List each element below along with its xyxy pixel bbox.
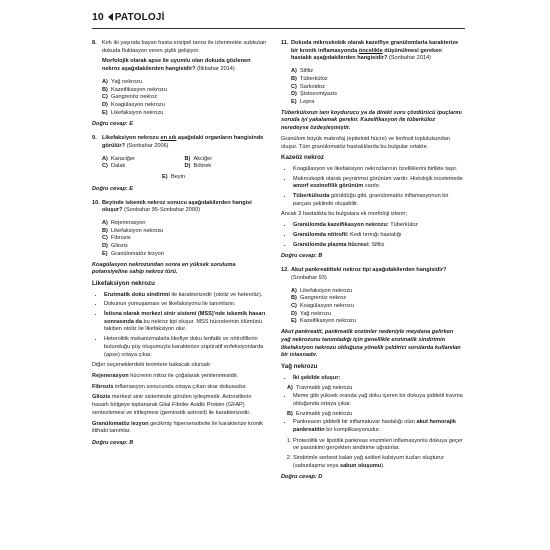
option: D) Yağ nekrozu — [291, 310, 331, 317]
option: A) Rejenerasyon — [102, 219, 146, 226]
list-item: • İki şekilde oluşur: — [293, 375, 464, 383]
options-list — [102, 220, 267, 259]
option: C) Dalak — [102, 163, 126, 170]
left-column — [92, 40, 267, 454]
list-item: 2. Sindirimle serbest kalan yağ asitleri kalsiyum tuzları oluşturur (sabunlaşma veya sabun oluşumu). — [293, 455, 464, 470]
option: A) Yağ nekrozu — [102, 78, 142, 85]
question-prompt: Morfolojik olarak apse ile uyumlu olan dokuda gözlenen nekroz aşağıdakilerden hangisidir? — [102, 58, 251, 73]
option: E) Granülomatöz lezyon — [102, 250, 164, 257]
subheading: Likefaksiyon nekrozu — [92, 279, 155, 287]
option: E) Kazeifikasyon nekrozu — [291, 318, 356, 325]
option: D) Böbrek — [184, 163, 212, 170]
list-item: • Makroskopik olarak peynirimsi görünüm vardır. Histolojik incelemede amorf eozinofilik görünüm vardır. — [293, 176, 464, 191]
emphasis-underline: öncelikle — [358, 47, 383, 54]
list-item: • Tüberkülozda görüldüğü gibi, granülomatöz inflamasyonun bir parçası şeklinde oluşabilir. — [293, 193, 464, 208]
right-column — [281, 40, 464, 488]
option: A) Karaciğer — [102, 155, 135, 162]
option: B) Likefaksiyon nekrozu — [102, 227, 164, 234]
list-item: • Koagülasyon ve likefaksiyon nekrozlarının özelliklerini birlikte taşır. — [293, 166, 464, 174]
emphasis-underline: en sık — [160, 135, 177, 142]
options-list — [291, 68, 464, 107]
explanation-note: Tüberkülozun tanı koydurucu ya da direkt soru çözdürücü ipuçlarını soruda iyi yakalamak gerekir. Kazeifikasyon ile tüberküloz neredeyse özdeşleşmiştir. — [281, 109, 462, 132]
bullet-list — [281, 393, 464, 408]
correct-answer: Doğru cevap: E — [92, 121, 134, 128]
subheading: Kazeöz nekroz — [281, 154, 324, 162]
correct-answer: Doğru cevap: B — [92, 440, 134, 447]
option: A) Likefaksiyon nekrozu — [291, 287, 353, 294]
list-item: 1. Proteolitik ve lipolitik pankreas enzimleri inflamasyonlu dokuya geçer ve parankimi gerçekten sindirime uğratırlar. — [293, 438, 464, 453]
option: B) Gangrenöz nekroz — [291, 295, 347, 302]
question-number: 12. — [281, 267, 289, 274]
bullet-list — [281, 222, 464, 249]
header-rule — [92, 28, 465, 29]
correct-answer: Doğru cevap: E — [92, 185, 134, 192]
list-item: • Pankreasın şiddetli bir inflamatuvar hastalığı olan akut hemorajik pankreatitin bir komplikasyonudur. — [293, 419, 464, 434]
section-title: PATOLOJİ — [114, 11, 165, 23]
bullet-list — [281, 419, 464, 434]
triangle-left-icon — [108, 13, 113, 21]
bullet-list — [281, 375, 464, 383]
option: D) Koagülasyon nekrozu — [102, 102, 165, 109]
question-10 — [92, 200, 267, 218]
option: A) Sifiliz — [291, 68, 314, 75]
option: E) Likefaksiyon nekrozu — [102, 109, 164, 116]
explanation-note: Akut pankreatit, pankreatik enzimler nedeniyle meydana gelirken yağ nekrozunu tanımladığı için genellikle enzimatik sindirimin likefaksiyon nekrozu olduğuna yönelik çeldirici sorularda kullanılan bir istasnadır. — [281, 329, 461, 359]
options-grid — [102, 156, 267, 171]
option: B) Akciğer — [184, 155, 213, 162]
option: B) Tüberküloz — [291, 75, 328, 82]
question-stem: Kırk iki yaşında bayan hasta erizipel tanısı ile izlenmekte subkutan dokuda fluktasyon veren şişlik gelişiyor. — [102, 40, 267, 54]
bullet-list — [281, 166, 464, 209]
definition: Gliozis merkezi sinir sisteminde görülen iyileşmedir. Astrositlerin hasarlı bölgeye toplanarak Glial Fibriler Asidik Protein (GFAP) sentezlemesi ve iritleşmesi (gemiostik astrosit) ile karakterizedir. — [92, 394, 252, 416]
question-source: (Sonbahar 93) — [291, 274, 327, 281]
list-item: • Granülomda nötrofil: Kedi tırmığı hastalığı — [293, 232, 464, 240]
type-item: A) Travmatik yağ nekrozu — [287, 385, 353, 392]
correct-answer: Doğru cevap: D — [281, 474, 323, 481]
definition: Granülomatöz lezyon gecikmiş hipersensitivite ile karakterize kronik iltihabi tanımlar. — [92, 420, 263, 435]
list-item: • Meme gibi yüksek oranda yağ doku içeren bir dokuya şiddetli travma olduğunda ortaya çıkar. — [293, 393, 464, 408]
correct-answer: Doğru cevap: B — [281, 253, 323, 260]
type-item: B) Enzimatik yağ nekrozu — [287, 411, 353, 418]
option: C) Fibrozis — [102, 235, 131, 242]
option: B) Kazeifikasyon nekrozu — [102, 86, 167, 93]
option: C) Gangrenöz nekroz — [102, 94, 158, 101]
question-source: (Sonbahar 95-Sonbahar 2000) — [124, 207, 200, 214]
list-item: • Granülomda kazeifikasyon nekrozu: Tüberküloz — [293, 222, 464, 230]
bullet-list — [92, 292, 267, 360]
subheading: Yağ nekrozu — [281, 362, 318, 370]
option: E) Lepra — [291, 99, 315, 106]
explanation-note: Koagülasyon nekrozundan sonra en yüksek soruluma potansiyeline sahip nekroz türü. — [92, 261, 236, 276]
question-number: 10. — [92, 199, 100, 206]
paragraph: Ancak 3 hastalıkta bu bulgulara ek morfoloji izlenir; — [281, 211, 407, 218]
option: D) Şistozomiyazis — [291, 91, 337, 98]
option: C) Koagülasyon nekrozu — [291, 302, 354, 309]
list-item: • Enzimatik doku sindirimi ile karakterizedir (otoliz ve heteroliz). — [104, 292, 267, 300]
question-source: (Sonbahar 2006) — [126, 142, 169, 149]
option: C) Sarkoidoz — [291, 83, 325, 90]
definition: Rejenerasyon hücrenin mitoz ile çoğalarak yenilenmesidir. — [92, 372, 239, 379]
list-item: • Heterolitik mekanizmalarla likefiye doku lenfatik ve nötrofillerin bulunduğu püy oluşumuyla karakterize süpüratif enfeksiyonlarda (apse) ortaya çıkar. — [104, 336, 267, 359]
list-item: • Granülomda plazma hücresi: Sifiliz — [293, 242, 464, 250]
question-source: (İlkbahar 2014) — [197, 66, 235, 73]
numbered-list — [281, 438, 464, 471]
question-source: (Sonbahar 2014) — [388, 55, 431, 62]
paragraph: Diğer seçeneklerdeki terimlere bakacak olursak: — [92, 362, 212, 369]
question-number: 11. — [281, 40, 289, 46]
list-item: • Dokunun yumuşaması ve likefaksiyonu ile tanımlanır. — [104, 301, 267, 309]
definition: Fibrozis inflamasyon sonucunda ortaya çıkan skar dokusudur. — [92, 383, 247, 390]
options-list — [102, 79, 267, 118]
question-number: 9. — [92, 135, 97, 142]
list-item: • İstisna olarak merkezi sinir sistemi (MSS)'nde iskemik hasarı sonrasında da bu nekroz tipi oluşur. MSS hücrelerinin ölümünü takiben otoliz ile likefaksiyon olur. — [104, 311, 267, 334]
question-number: 8. — [92, 40, 97, 46]
question-12 — [281, 267, 464, 285]
page-number: 10 — [92, 11, 104, 23]
question-8 — [92, 40, 267, 77]
options-list — [291, 288, 464, 327]
question-9: 9. Likefaksiyon nekrozu en sık aşağıdaki organların hangisinde görülür? (Sonbahar 2006) — [92, 135, 267, 153]
paragraph: Granülom büyük makrofaj (epiteloid hücre) ve lenfosit toplulukundan oluşur. Tüm granülomatöz hastalıklarda bu bulgular ortaktır. — [281, 135, 450, 150]
question-prompt: Beyinde iskemik nekroz sonucu aşağıdakilerden hangisi oluşur? — [102, 199, 252, 214]
option: E) Beyin — [162, 174, 185, 181]
page-header — [92, 7, 472, 27]
option: D) Gliozis — [102, 243, 128, 250]
question-11: 11. Dokuda mikroskobik olarak kazeifiye granülomlarla karakterize bir kronik inflamasyonda öncelikle düşünülmesi gereken hastalık aşağıdakilerden hangisidir? (Sonbahar 2014) — [281, 40, 464, 66]
question-prompt: Akut pankreatitteki nekroz tipi aşağıdakilerden hangisidir? — [291, 267, 447, 274]
